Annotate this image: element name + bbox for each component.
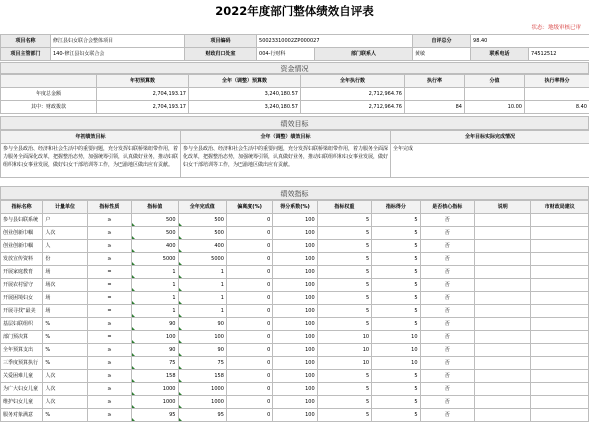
fund-header: 执行率得分 — [525, 75, 589, 88]
goal-section-header: 绩效目标 — [0, 116, 589, 130]
indicator-cell: 75 — [132, 357, 178, 370]
indicator-cell: 场次 — [43, 279, 87, 292]
indicator-cell: 否 — [420, 318, 474, 331]
fund-table — [0, 74, 589, 114]
indicator-cell: 90 — [178, 318, 226, 331]
indicator-cell: 1 — [132, 305, 178, 318]
indicator-cell: 100 — [273, 396, 317, 409]
indicator-row — [1, 305, 589, 318]
indicator-cell: 5 — [317, 266, 371, 279]
indicator-cell: ≥ — [87, 227, 131, 240]
indicator-cell — [474, 331, 530, 344]
indicator-cell: 基层妇联组织 — [1, 318, 43, 331]
indicator-cell: 发放宣传资料 — [1, 253, 43, 266]
indicator-cell: = — [87, 292, 131, 305]
indicator-cell: ≥ — [87, 370, 131, 383]
goal-header: 全年目标实际完成情况 — [391, 131, 589, 144]
indicator-cell: 100 — [132, 331, 178, 344]
indicator-cell: 100 — [273, 227, 317, 240]
indicator-cell: 100 — [273, 318, 317, 331]
fund-cell: 10.00 — [465, 101, 525, 114]
indicator-header: 指标值 — [132, 201, 178, 214]
indicator-cell: 100 — [273, 331, 317, 344]
fund-cell: 84 — [405, 101, 465, 114]
indicator-cell — [474, 357, 530, 370]
indicator-cell: 三季度预算执行 — [1, 357, 43, 370]
fund-row — [1, 88, 589, 101]
indicator-cell: 100 — [273, 370, 317, 383]
indicator-cell — [474, 253, 530, 266]
indicator-cell: 5 — [317, 253, 371, 266]
indicator-cell: 100 — [273, 344, 317, 357]
indicator-cell: 创业创新巾帼 — [1, 227, 43, 240]
indicator-cell — [474, 370, 530, 383]
contact-value: 黄敏 — [413, 48, 471, 61]
fund-cell: 年度总金额 — [1, 88, 97, 101]
indicator-row — [1, 266, 589, 279]
indicator-cell: 5 — [372, 318, 420, 331]
goal-table — [0, 130, 589, 178]
initial-goal-text: 参与全县政治、经济和社会生活中的重要问题，充分发挥妇联桥梁纽带作用，着力服务全面深化改革，把握整治态势，加强统筹引领，认真做好业务，推动妇联组织和妇女事业发展，做好妇女干部培训等工作，为巴渝地区做出应有贡献。 — [1, 144, 181, 178]
status-label: 状态：地级审核已审 — [531, 22, 581, 34]
indicator-header: 偏离度(%) — [226, 201, 272, 214]
dept-label: 项目主管部门 — [1, 48, 51, 61]
indicator-header: 市财政局建议 — [531, 201, 589, 214]
indicator-cell: 参与县妇联系统 — [1, 214, 43, 227]
indicator-cell: 1 — [178, 305, 226, 318]
indicator-cell — [531, 409, 589, 422]
indicator-cell: 否 — [420, 253, 474, 266]
indicator-cell: 5 — [317, 279, 371, 292]
indicator-cell: 500 — [178, 227, 226, 240]
goal-header: 全年（调整）绩效目标 — [181, 131, 391, 144]
indicator-cell: 5 — [372, 292, 420, 305]
fund-cell — [405, 88, 465, 101]
indicator-cell: 1 — [132, 292, 178, 305]
indicator-cell: ≥ — [87, 214, 131, 227]
indicator-cell: 500 — [132, 214, 178, 227]
indicator-cell: 人次 — [43, 370, 87, 383]
finance-office-label: 财政归口处室 — [185, 48, 257, 61]
indicator-cell: 否 — [420, 227, 474, 240]
fund-cell: 3,240,180.57 — [189, 88, 301, 101]
indicator-cell: 0 — [226, 383, 272, 396]
indicator-cell: 开展困境妇女 — [1, 292, 43, 305]
indicator-header: 指标性质 — [87, 201, 131, 214]
indicator-cell: 开展农村留守 — [1, 279, 43, 292]
fund-header: 执行率 — [405, 75, 465, 88]
indicator-cell: 人次 — [43, 383, 87, 396]
goal-header-row — [1, 131, 589, 144]
indicator-row — [1, 279, 589, 292]
fund-cell: 其中：财政拨款 — [1, 101, 97, 114]
indicator-cell — [474, 240, 530, 253]
indicator-cell: 服务对象满意 — [1, 409, 43, 422]
goal-text-row — [1, 144, 589, 178]
indicator-cell: 10 — [372, 344, 420, 357]
project-name-label: 项目名称 — [1, 35, 51, 48]
indicator-cell: 5 — [372, 370, 420, 383]
indicator-cell: = — [87, 305, 131, 318]
indicator-cell: 场 — [43, 292, 87, 305]
fund-cell: 3,240,180.57 — [189, 101, 301, 114]
indicator-cell: 否 — [420, 331, 474, 344]
indicator-header: 是否核心指标 — [420, 201, 474, 214]
fund-cell: 2,704,193.17 — [97, 101, 189, 114]
indicator-cell: 10 — [317, 357, 371, 370]
indicator-row — [1, 370, 589, 383]
indicator-cell: 5 — [372, 383, 420, 396]
project-info-table — [0, 34, 589, 61]
indicator-cell — [531, 240, 589, 253]
indicator-cell: 5 — [372, 227, 420, 240]
indicator-header: 全年完成值 — [178, 201, 226, 214]
indicator-header-row — [1, 201, 589, 214]
info-row-2 — [1, 48, 589, 61]
fund-header: 全年（调整）预算数 — [189, 75, 301, 88]
fund-cell: 8.40 — [525, 101, 589, 114]
indicator-cell: 1000 — [132, 396, 178, 409]
indicator-cell: 为广大妇女儿童 — [1, 383, 43, 396]
indicator-cell — [474, 344, 530, 357]
indicator-cell: 0 — [226, 344, 272, 357]
indicator-cell — [531, 253, 589, 266]
indicator-cell: 0 — [226, 318, 272, 331]
indicator-cell: 100 — [178, 331, 226, 344]
indicator-cell: % — [43, 331, 87, 344]
indicator-cell — [531, 331, 589, 344]
fund-header: 全年执行数 — [301, 75, 405, 88]
indicator-cell — [531, 227, 589, 240]
fund-row — [1, 101, 589, 114]
indicator-cell: 5000 — [178, 253, 226, 266]
indicator-cell: 0 — [226, 331, 272, 344]
indicator-cell: 1 — [178, 279, 226, 292]
indicator-cell: 100 — [273, 292, 317, 305]
indicator-cell — [531, 214, 589, 227]
indicator-cell: 部门预决算 — [1, 331, 43, 344]
indicator-row — [1, 383, 589, 396]
indicator-cell: 否 — [420, 292, 474, 305]
fund-cell — [465, 88, 525, 101]
indicator-cell: 0 — [226, 279, 272, 292]
indicator-cell — [531, 396, 589, 409]
indicator-cell: 5 — [317, 305, 371, 318]
indicator-cell: ≥ — [87, 318, 131, 331]
indicator-cell: 关爱困难儿童 — [1, 370, 43, 383]
indicator-cell: 0 — [226, 409, 272, 422]
project-code-value: 50023310002ZP000027 — [257, 35, 413, 48]
indicator-cell: ≥ — [87, 409, 131, 422]
indicator-header: 得分系数(%) — [273, 201, 317, 214]
indicator-cell: 场 — [43, 305, 87, 318]
indicator-cell: 10 — [372, 357, 420, 370]
indicator-cell: 否 — [420, 396, 474, 409]
indicator-cell — [474, 383, 530, 396]
indicator-cell: 全年预算支出 — [1, 344, 43, 357]
contact-label: 部门联系人 — [315, 48, 413, 61]
indicator-cell: 158 — [178, 370, 226, 383]
indicator-row — [1, 292, 589, 305]
indicator-cell — [531, 344, 589, 357]
indicator-row — [1, 344, 589, 357]
indicator-cell — [474, 396, 530, 409]
indicator-cell: 0 — [226, 370, 272, 383]
indicator-cell: ≥ — [87, 240, 131, 253]
indicator-table — [0, 200, 589, 422]
indicator-cell: 100 — [273, 266, 317, 279]
indicator-cell: 5 — [317, 409, 371, 422]
indicator-cell: 1000 — [178, 383, 226, 396]
indicator-cell — [531, 370, 589, 383]
indicator-cell — [531, 318, 589, 331]
fund-header — [1, 75, 97, 88]
indicator-cell: 100 — [273, 214, 317, 227]
goal-header: 年初绩效目标 — [1, 131, 181, 144]
indicator-cell: 创业创新巾帼 — [1, 240, 43, 253]
indicator-row — [1, 331, 589, 344]
indicator-cell: 否 — [420, 305, 474, 318]
indicator-cell: 0 — [226, 305, 272, 318]
indicator-cell: ≥ — [87, 396, 131, 409]
indicator-row — [1, 409, 589, 422]
indicator-cell: % — [43, 344, 87, 357]
indicator-cell — [531, 357, 589, 370]
indicator-cell: 人 — [43, 240, 87, 253]
indicator-cell: 90 — [132, 318, 178, 331]
indicator-header: 指标得分 — [372, 201, 420, 214]
indicator-header: 计量单位 — [43, 201, 87, 214]
fund-cell: 2,704,193.17 — [97, 88, 189, 101]
indicator-cell: = — [87, 331, 131, 344]
indicator-cell: 100 — [273, 357, 317, 370]
indicator-cell: 10 — [372, 331, 420, 344]
page-title: 2022年度部门整体绩效自评表 — [0, 0, 589, 22]
indicator-cell: = — [87, 279, 131, 292]
indicator-row — [1, 396, 589, 409]
indicator-cell: 100 — [273, 279, 317, 292]
indicator-cell: 5 — [317, 240, 371, 253]
indicator-cell: 5 — [372, 266, 420, 279]
fund-cell: 2,712,964.76 — [301, 88, 405, 101]
indicator-row — [1, 357, 589, 370]
indicator-cell: 否 — [420, 357, 474, 370]
indicator-cell: 场 — [43, 266, 87, 279]
indicator-cell: 1000 — [178, 396, 226, 409]
indicator-cell: 90 — [178, 344, 226, 357]
indicator-cell: 100 — [273, 253, 317, 266]
indicator-cell: % — [43, 318, 87, 331]
indicator-cell: 份 — [43, 253, 87, 266]
indicator-cell: 0 — [226, 357, 272, 370]
indicator-cell: % — [43, 409, 87, 422]
indicator-cell: 1 — [178, 292, 226, 305]
indicator-cell — [531, 279, 589, 292]
project-code-label: 项目编码 — [185, 35, 257, 48]
indicator-cell: 0 — [226, 227, 272, 240]
indicator-cell — [531, 305, 589, 318]
indicator-cell: 75 — [178, 357, 226, 370]
indicator-cell: 户 — [43, 214, 87, 227]
indicator-cell — [474, 292, 530, 305]
indicator-cell: 5 — [317, 370, 371, 383]
indicator-cell: 5 — [372, 253, 420, 266]
indicator-cell: 5 — [317, 318, 371, 331]
indicator-cell — [474, 266, 530, 279]
fund-cell — [525, 88, 589, 101]
finance-office-value: 004-行财科 — [257, 48, 315, 61]
indicator-cell: 95 — [132, 409, 178, 422]
indicator-header: 说明 — [474, 201, 530, 214]
indicator-cell: 人次 — [43, 227, 87, 240]
indicator-cell: 开展寻找“最美 — [1, 305, 43, 318]
indicator-cell: 否 — [420, 266, 474, 279]
indicator-cell: 100 — [273, 240, 317, 253]
indicator-cell — [531, 383, 589, 396]
indicator-row — [1, 240, 589, 253]
indicator-header: 指标名称 — [1, 201, 43, 214]
indicator-cell — [474, 227, 530, 240]
indicator-section-header: 绩效指标 — [0, 186, 589, 200]
fund-header: 年初预算数 — [97, 75, 189, 88]
info-row-1 — [1, 35, 589, 48]
indicator-cell: 95 — [178, 409, 226, 422]
indicator-cell: 5 — [317, 396, 371, 409]
indicator-cell: 人次 — [43, 396, 87, 409]
indicator-cell: 5 — [317, 227, 371, 240]
indicator-cell: 5 — [317, 292, 371, 305]
fund-header: 分值 — [465, 75, 525, 88]
indicator-cell: 5 — [317, 383, 371, 396]
indicator-cell: 100 — [273, 383, 317, 396]
phone-value: 74512512 — [529, 48, 589, 61]
indicator-cell: 0 — [226, 253, 272, 266]
indicator-cell: 10 — [317, 331, 371, 344]
indicator-cell: 否 — [420, 214, 474, 227]
indicator-cell: 5 — [372, 305, 420, 318]
indicator-cell — [474, 279, 530, 292]
indicator-cell: 5 — [372, 240, 420, 253]
indicator-cell: 5 — [372, 396, 420, 409]
indicator-cell: ≥ — [87, 344, 131, 357]
indicator-cell: = — [87, 266, 131, 279]
indicator-cell: 400 — [132, 240, 178, 253]
indicator-cell — [474, 409, 530, 422]
indicator-cell: ≥ — [87, 253, 131, 266]
indicator-cell: 1 — [132, 279, 178, 292]
indicator-row — [1, 227, 589, 240]
indicator-cell: % — [43, 357, 87, 370]
indicator-cell: 开展家庭教育 — [1, 266, 43, 279]
indicator-cell: 158 — [132, 370, 178, 383]
indicator-cell: 否 — [420, 344, 474, 357]
actual-completion-text: 全年完成 — [391, 144, 589, 178]
indicator-cell: 5 — [372, 409, 420, 422]
indicator-cell: 维护妇女儿童 — [1, 396, 43, 409]
indicator-cell: 1 — [178, 266, 226, 279]
indicator-cell: 0 — [226, 240, 272, 253]
indicator-cell: 5 — [317, 214, 371, 227]
indicator-cell — [474, 318, 530, 331]
indicator-cell: 100 — [273, 409, 317, 422]
indicator-cell: 500 — [178, 214, 226, 227]
indicator-cell — [474, 305, 530, 318]
indicator-cell: 否 — [420, 240, 474, 253]
indicator-cell: 0 — [226, 292, 272, 305]
indicator-row — [1, 253, 589, 266]
indicator-cell: 否 — [420, 279, 474, 292]
indicator-cell — [474, 214, 530, 227]
indicator-row — [1, 214, 589, 227]
indicator-cell: 0 — [226, 214, 272, 227]
indicator-cell: 否 — [420, 383, 474, 396]
indicator-cell: 100 — [273, 305, 317, 318]
indicator-cell — [531, 292, 589, 305]
indicator-cell — [531, 266, 589, 279]
self-score-value: 98.40 — [471, 35, 589, 48]
fund-header-row — [1, 75, 589, 88]
self-score-label: 自评总分 — [413, 35, 471, 48]
indicator-cell: 10 — [317, 344, 371, 357]
indicator-cell: 1000 — [132, 383, 178, 396]
indicator-cell: 否 — [420, 409, 474, 422]
indicator-cell: 1 — [132, 266, 178, 279]
indicator-row — [1, 318, 589, 331]
indicator-cell: ≥ — [87, 383, 131, 396]
indicator-cell: 90 — [132, 344, 178, 357]
adjusted-goal-text: 参与全县政治、经济和社会生活中的重要问题，充分发挥妇联桥梁纽带作用，着力服务全面深化改革，把握整治态势，加强统筹引领，认真做好业务，推动妇联组织和妇女事业发展，做好妇女干部培训等工作，为巴渝地区做出应有贡献。 — [181, 144, 391, 178]
indicator-header: 指标权重 — [317, 201, 371, 214]
phone-label: 联系电话 — [471, 48, 529, 61]
project-name-value: 修江县妇女联合会整体项目 — [51, 35, 185, 48]
indicator-cell: 400 — [178, 240, 226, 253]
indicator-cell: 5 — [372, 279, 420, 292]
indicator-cell: 5000 — [132, 253, 178, 266]
indicator-cell: 0 — [226, 266, 272, 279]
fund-section-header: 资金情况 — [0, 62, 589, 74]
indicator-cell: 500 — [132, 227, 178, 240]
indicator-cell: ≥ — [87, 357, 131, 370]
fund-cell: 2,712,964.76 — [301, 101, 405, 114]
indicator-cell: 否 — [420, 370, 474, 383]
indicator-cell: 5 — [372, 214, 420, 227]
dept-value: 140-修江县妇女联合会 — [51, 48, 185, 61]
indicator-cell: 0 — [226, 396, 272, 409]
